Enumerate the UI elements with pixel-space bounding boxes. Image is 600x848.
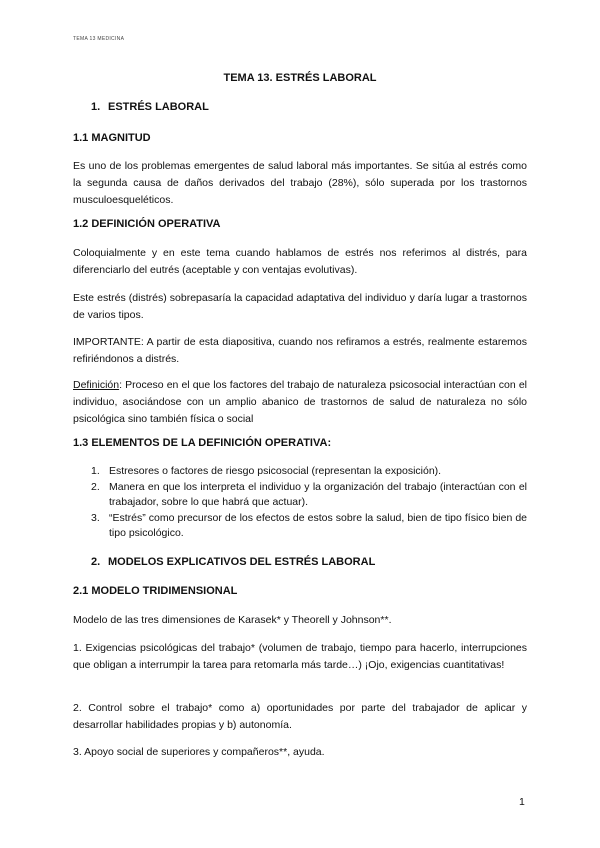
- section-1-number: 1.: [91, 101, 101, 113]
- definicion-text: : Proceso en el que los factores del trabajo de naturaleza psicosocial interactúan con el individuo, asociándose con un amplio abanico de trastornos de salud de naturaleza no sólo psicológica sino también física o social: [73, 379, 527, 425]
- list-item: 3. “Estrés” como precursor de los efectos de estos sobre la salud, bien de tipo físico bien de tipo psicológico.: [91, 511, 527, 539]
- subsection-2-1-heading: 2.1 MODELO TRIDIMENSIONAL: [73, 585, 238, 597]
- definicion-label: Definición: [73, 379, 120, 391]
- list-item: 1. Estresores o factores de riesgo psicosocial (representan la exposición).: [91, 465, 442, 477]
- subsection-1-2-heading: 1.2 DEFINICIÓN OPERATIVA: [73, 218, 221, 230]
- magnitud-paragraph: Es uno de los problemas emergentes de salud laboral más importantes. Se sitúa al estrés como la segunda causa de daños derivados del trabajo (28%), sólo superada por los trastornos musculoesqueléticos.: [73, 160, 527, 206]
- page-number: 1: [519, 796, 525, 808]
- control-paragraph: 2. Control sobre el trabajo* como a) oportunidades por parte del trabajador de aplicar y desarrollar habilidades propias y b) autonomía.: [73, 702, 527, 731]
- definicion-paragraph: [73, 377, 527, 428]
- section-2-number: 2.: [91, 556, 101, 568]
- section-2-title: MODELOS EXPLICATIVOS DEL ESTRÉS LABORAL: [108, 556, 376, 568]
- definicion-paragraph-1: Coloquialmente y en este tema cuando hablamos de estrés nos referimos al distrés, para diferenciarlo del eutrés (aceptable y con ventajas evolutivas).: [73, 247, 527, 276]
- apoyo-social-paragraph: 3. Apoyo social de superiores y compañeros**, ayuda.: [73, 746, 325, 758]
- section-1-heading: [91, 101, 209, 113]
- subsection-1-3-heading: 1.3 ELEMENTOS DE LA DEFINICIÓN OPERATIVA:: [73, 437, 332, 449]
- document-title: TEMA 13. ESTRÉS LABORAL: [223, 72, 377, 84]
- exigencias-paragraph: 1. Exigencias psicológicas del trabajo* (volumen de trabajo, tiempo para hacerlo, interrupciones que obligan a interrumpir la tarea para retomarla más tarde…) ¡Ojo, exigencias cuantitativas!: [73, 642, 527, 671]
- section-1-title: ESTRÉS LABORAL: [108, 101, 209, 113]
- running-header: TEMA 13 MEDICINA: [73, 36, 125, 42]
- subsection-1-1-heading: 1.1 MAGNITUD: [73, 132, 151, 144]
- definicion-paragraph-2: Este estrés (distrés) sobrepasaría la capacidad adaptativa del individuo y daría lugar a trastornos de varios tipos.: [73, 292, 527, 321]
- list-item: 2. Manera en que los interpreta el individuo y la organización del trabajo (interactúan con el trabajador, sobre lo que habrá que actuar).: [91, 480, 527, 508]
- modelo-intro-paragraph: Modelo de las tres dimensiones de Karasek* y Theorell y Johnson**.: [73, 614, 392, 626]
- importante-paragraph: IMPORTANTE: A partir de esta diapositiva, cuando nos refiramos a estrés, realmente estaremos refiriéndonos a distrés.: [73, 336, 527, 365]
- elementos-list: [91, 464, 527, 542]
- section-2-heading: [91, 556, 375, 568]
